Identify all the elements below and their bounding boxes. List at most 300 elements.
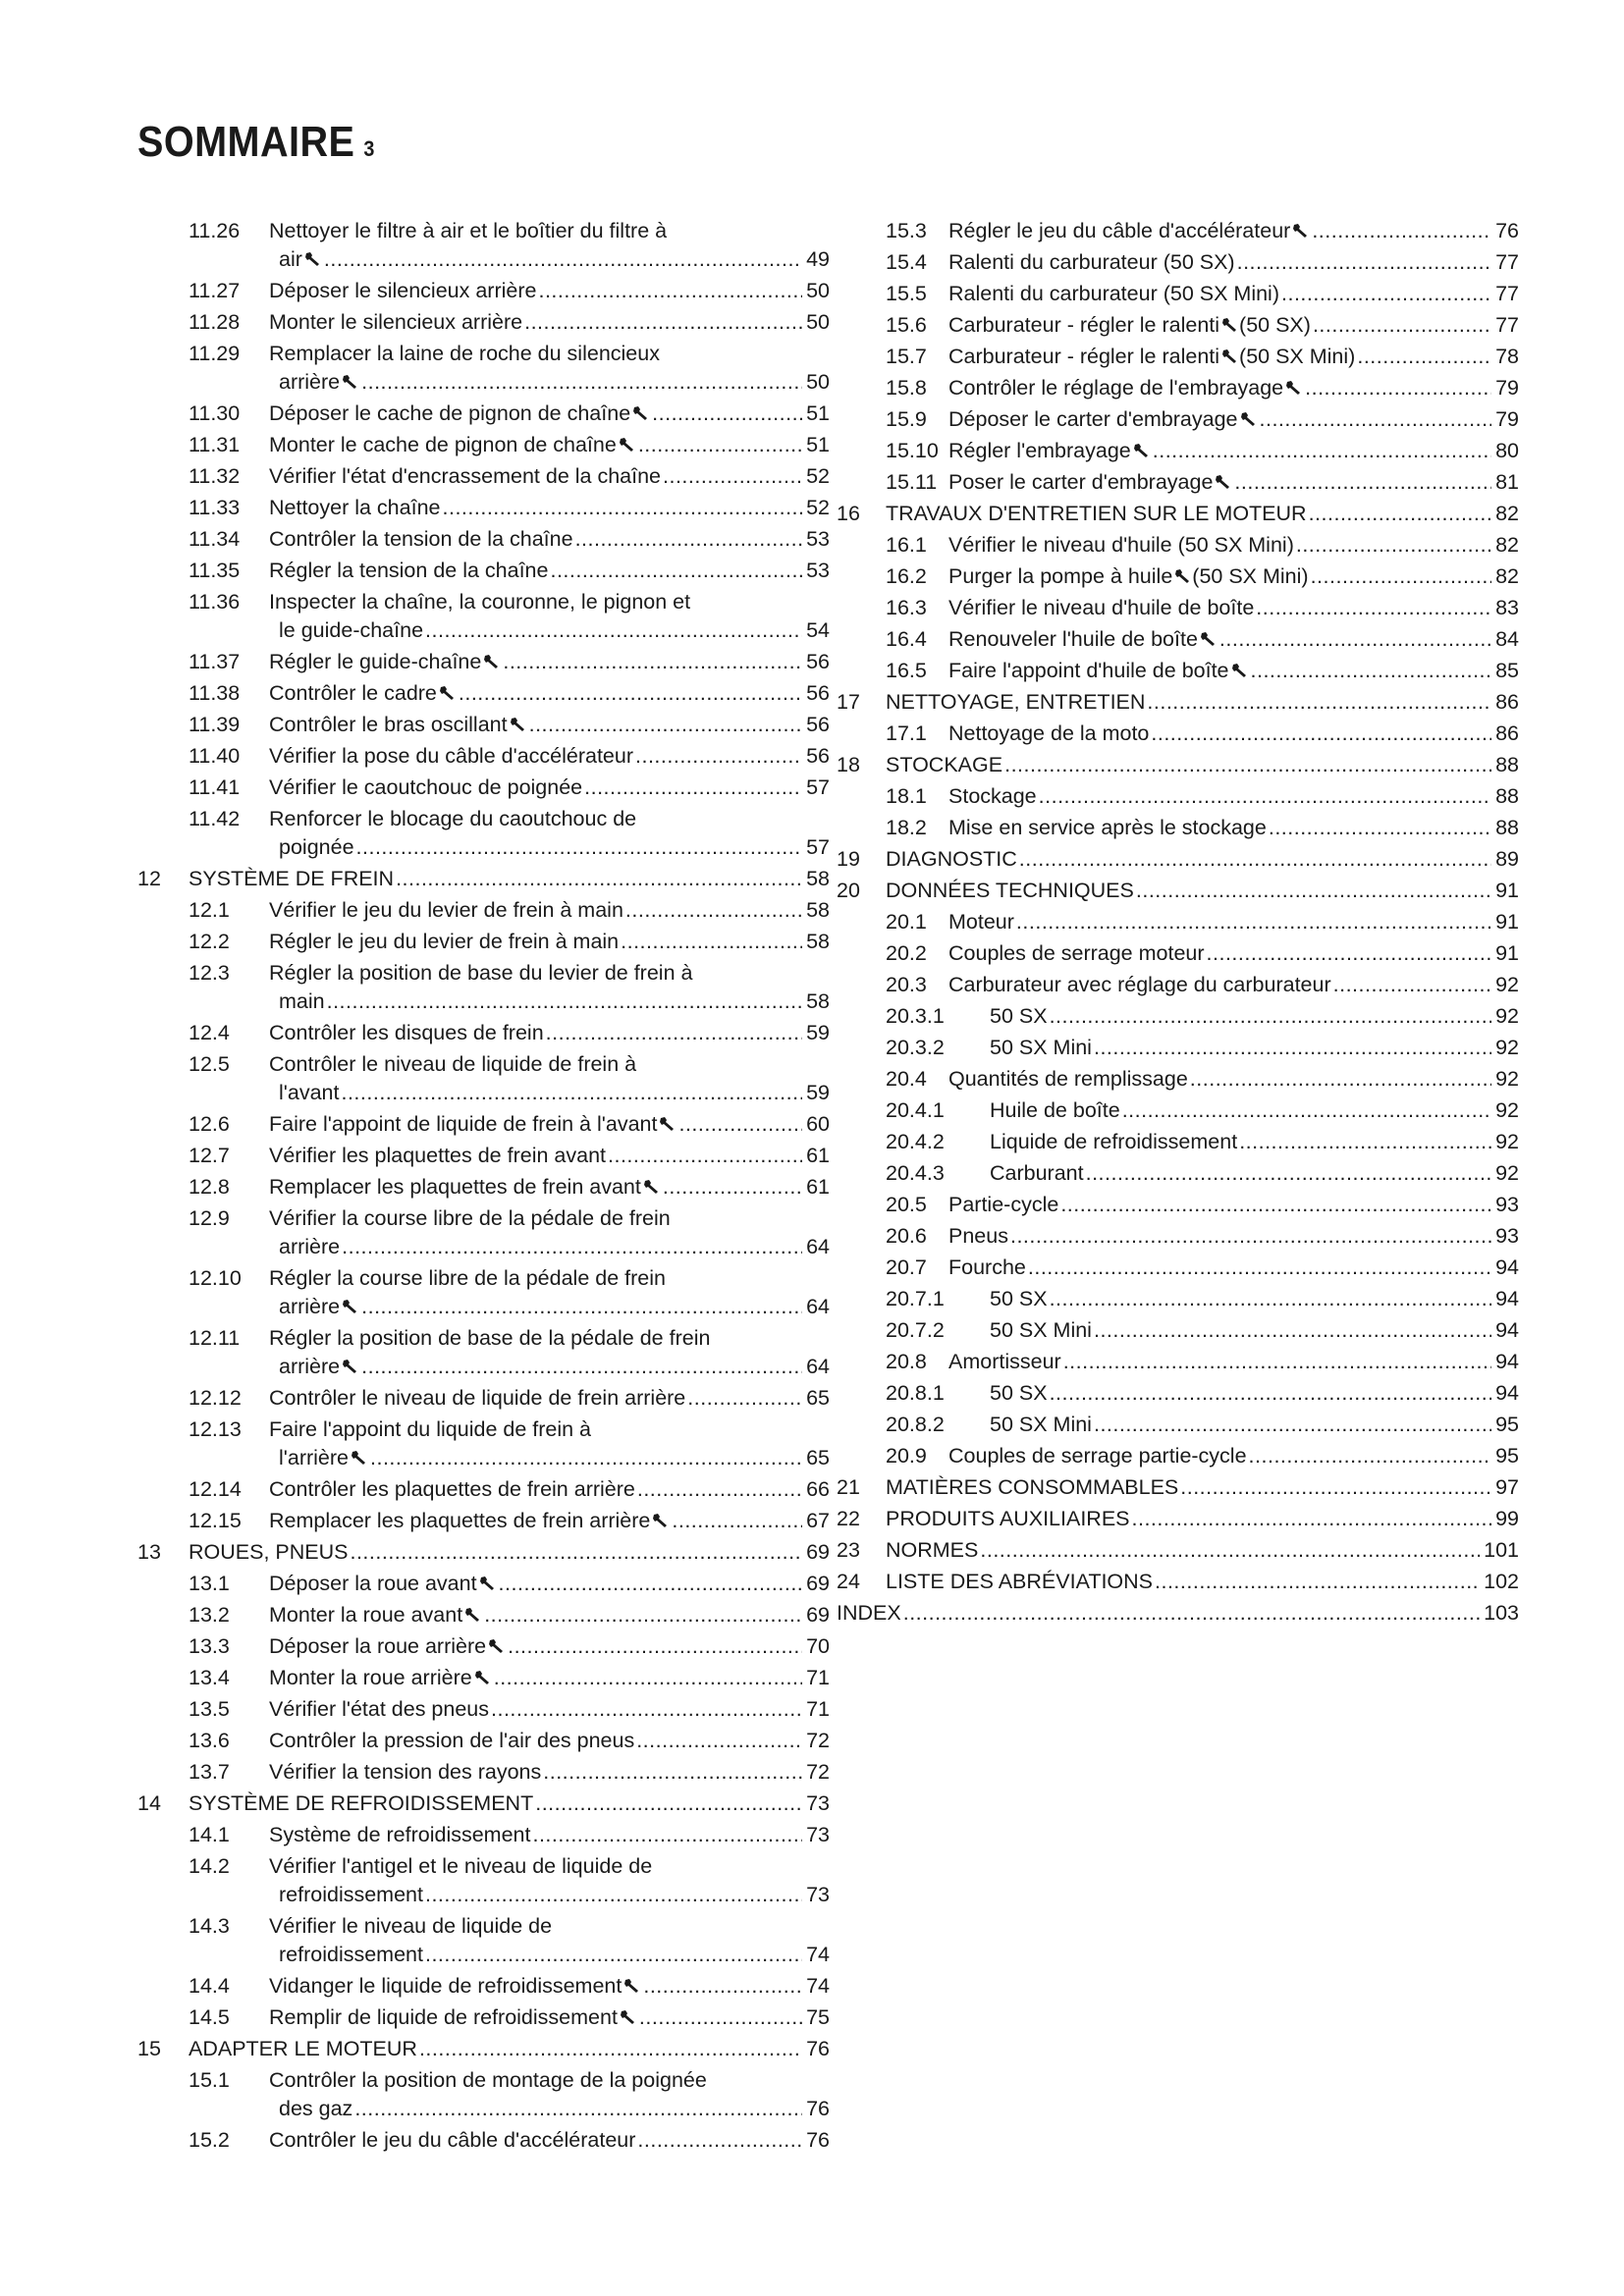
toc-entry-title: SYSTÈME DE REFROIDISSEMENT	[189, 1791, 534, 1815]
dot-leader	[1094, 1411, 1491, 1439]
toc-entry[interactable]	[137, 928, 830, 956]
toc-entry[interactable]	[137, 1912, 830, 1969]
toc-entry[interactable]	[137, 1664, 830, 1692]
toc-entry-page: 76	[806, 2037, 830, 2060]
toc-entry-number: 16.1	[886, 533, 927, 557]
dot-leader	[1311, 562, 1492, 591]
toc-entry-title: Contrôler le réglage de l'embrayage	[948, 376, 1284, 400]
toc-entry-page: 56	[806, 681, 830, 705]
toc-entry[interactable]	[837, 845, 1519, 874]
wrench-icon	[632, 405, 650, 421]
toc-entry-page: 73	[806, 1823, 830, 1846]
dot-leader	[361, 368, 802, 397]
toc-entry-number: 12.6	[189, 1112, 230, 1136]
toc-entry-page: 94	[1495, 1287, 1519, 1310]
toc-entry-number: 11.26	[189, 219, 241, 242]
toc-entry-number: 16.4	[886, 627, 927, 651]
dot-leader	[1050, 1285, 1492, 1313]
toc-entry[interactable]	[137, 1758, 830, 1787]
wrench-icon	[1221, 348, 1239, 364]
toc-entry[interactable]	[837, 1254, 1519, 1282]
toc-entry-number: 13	[137, 1540, 161, 1564]
toc-entry-number: 12.3	[189, 961, 230, 985]
toc-entry-page: 69	[806, 1572, 830, 1595]
toc-entry-title-line: Renforcer le blocage du caoutchouc de	[269, 807, 637, 830]
toc-entry[interactable]	[837, 1536, 1519, 1565]
toc-entry[interactable]	[137, 2003, 830, 2032]
toc-entry[interactable]	[137, 525, 830, 554]
toc-entry-title: Carburateur - régler le ralenti	[948, 313, 1220, 337]
toc-column-right	[837, 217, 1519, 1630]
toc-entry[interactable]	[837, 939, 1519, 968]
toc-entry-title: arrière	[279, 1235, 341, 1258]
dot-leader	[1086, 1159, 1491, 1188]
toc-entry[interactable]	[837, 1034, 1519, 1062]
toc-entry-page: 102	[1484, 1570, 1519, 1593]
toc-entry-number: 16	[837, 502, 860, 525]
toc-entry-number: 13.7	[189, 1760, 230, 1784]
toc-entry-title: Mise en service après le stockage	[948, 816, 1267, 839]
toc-entry-page: 79	[1495, 376, 1519, 400]
toc-entry-number: 11.42	[189, 807, 241, 830]
toc-entry-title: Vérifier la tension des rayons	[269, 1760, 542, 1784]
toc-entry-title: Contrôler les disques de frein	[269, 1021, 544, 1044]
dot-leader	[903, 1599, 1480, 1628]
dot-leader	[637, 1475, 802, 1504]
toc-entry-suffix: (50 SX)	[1239, 313, 1311, 337]
toc-entry-number: 15.8	[886, 376, 927, 400]
toc-entry-page: 94	[1495, 1318, 1519, 1342]
toc-entry-title: 50 SX	[990, 1287, 1048, 1310]
toc-entry-page: 58	[806, 930, 830, 953]
toc-entry-title: Contrôler le cadre	[269, 681, 437, 705]
toc-entry[interactable]	[137, 431, 830, 459]
toc-entry[interactable]	[137, 1142, 830, 1170]
dot-leader	[980, 1536, 1480, 1565]
toc-entry[interactable]	[837, 1411, 1519, 1439]
toc-entry-title: Ralenti du carburateur (50 SX)	[948, 250, 1235, 274]
toc-entry[interactable]	[837, 751, 1519, 779]
toc-entry-title: poignée	[279, 835, 354, 859]
toc-entry[interactable]	[837, 971, 1519, 999]
toc-entry-title: NETTOYAGE, ENTRETIEN	[886, 690, 1146, 714]
toc-entry[interactable]	[137, 557, 830, 585]
wrench-icon	[488, 1638, 506, 1654]
toc-entry-title: 50 SX	[990, 1381, 1048, 1405]
toc-entry-title: 50 SX Mini	[990, 1036, 1092, 1059]
toc-entry[interactable]	[137, 711, 830, 739]
toc-entry[interactable]	[137, 774, 830, 802]
toc-entry-title-line: Contrôler la position de montage de la poignée	[269, 2068, 707, 2092]
toc-entry-number: 12.5	[189, 1052, 230, 1076]
toc-entry-title: DIAGNOSTIC	[886, 847, 1017, 871]
wrench-icon	[1215, 474, 1232, 490]
toc-entry-number: 14.4	[189, 1974, 230, 1998]
toc-entry-title: Régler l'embrayage	[948, 439, 1131, 462]
toc-entry-title-line: Remplacer la laine de roche du silencieux	[269, 342, 660, 365]
toc-entry[interactable]	[837, 1473, 1519, 1502]
toc-entry[interactable]	[137, 400, 830, 428]
toc-entry-number: 13.2	[189, 1603, 230, 1627]
toc-entry-page: 52	[806, 464, 830, 488]
dot-leader	[543, 1758, 802, 1787]
toc-entry-page: 56	[806, 713, 830, 736]
toc-entry[interactable]	[837, 280, 1519, 308]
toc-entry-page: 50	[806, 370, 830, 394]
toc-entry-title: Carburateur avec réglage du carburateur	[948, 973, 1331, 996]
toc-entry[interactable]	[837, 1505, 1519, 1533]
toc-entry-title: Carburant	[990, 1161, 1084, 1185]
page-number: 3	[363, 136, 375, 161]
toc-entry-number: 12.1	[189, 898, 230, 922]
toc-entry-page: 81	[1495, 470, 1519, 494]
toc-entry-number: 21	[837, 1475, 860, 1499]
toc-entry-title: Faire l'appoint d'huile de boîte	[948, 659, 1229, 682]
toc-entry-page: 91	[1495, 941, 1519, 965]
toc-entry[interactable]	[137, 805, 830, 862]
toc-entry[interactable]	[137, 1019, 830, 1047]
dot-leader	[1309, 500, 1492, 528]
toc-entry[interactable]	[137, 679, 830, 708]
toc-entry-number: 14.2	[189, 1854, 230, 1878]
toc-entry-number: 16.3	[886, 596, 927, 619]
toc-entry-title-line: Régler la course libre de la pédale de frein	[269, 1266, 666, 1290]
toc-entry[interactable]	[137, 1570, 830, 1598]
dot-leader	[678, 1110, 802, 1139]
dot-leader	[535, 1789, 802, 1818]
dot-leader	[1094, 1034, 1491, 1062]
dot-leader	[524, 308, 802, 337]
toc-entry[interactable]	[837, 437, 1519, 465]
toc-entry-number: 20.7.1	[886, 1287, 945, 1310]
toc-entry-title: Remplir de liquide de refroidissement	[269, 2005, 618, 2029]
toc-entry-title-line: Inspecter la chaîne, la couronne, le pignon et	[269, 590, 691, 614]
toc-entry[interactable]	[137, 1324, 830, 1381]
toc-entry-number: 16.2	[886, 564, 927, 588]
toc-entry-page: 99	[1495, 1507, 1519, 1530]
wrench-icon	[623, 1978, 641, 1994]
dot-leader	[1207, 939, 1492, 968]
dot-leader	[1239, 1128, 1491, 1156]
toc-entry[interactable]	[837, 311, 1519, 340]
toc-entry[interactable]	[837, 1379, 1519, 1408]
toc-entry[interactable]	[137, 1789, 830, 1818]
dot-leader	[1260, 405, 1492, 434]
toc-entry[interactable]	[837, 1316, 1519, 1345]
toc-entry-title: des gaz	[279, 2097, 353, 2120]
toc-entry-page: 64	[806, 1235, 830, 1258]
toc-entry[interactable]	[837, 720, 1519, 748]
dot-leader	[1251, 657, 1492, 685]
toc-entry-number: 22	[837, 1507, 860, 1530]
toc-entry[interactable]	[837, 343, 1519, 371]
dot-leader	[1094, 1316, 1491, 1345]
toc-entry-page: 92	[1495, 1004, 1519, 1028]
dot-leader	[354, 2095, 802, 2123]
toc-entry[interactable]	[137, 494, 830, 522]
toc-entry-title-line: Régler la position de base du levier de frein à	[269, 961, 693, 985]
toc-entry-title-line: Faire l'appoint du liquide de frein à	[269, 1417, 592, 1441]
dot-leader	[663, 462, 802, 491]
toc-entry-page: 65	[806, 1386, 830, 1410]
toc-entry-title-line: Régler la position de base de la pédale de frein	[269, 1326, 711, 1350]
toc-entry[interactable]	[137, 742, 830, 771]
toc-entry[interactable]	[137, 1601, 830, 1629]
toc-entry-title: Nettoyer la chaîne	[269, 496, 441, 519]
toc-entry[interactable]	[137, 1415, 830, 1472]
toc-entry-title: Déposer la roue arrière	[269, 1634, 487, 1658]
toc-entry[interactable]	[837, 531, 1519, 560]
toc-entry-title: Faire l'appoint de liquide de frein à l'avant	[269, 1112, 658, 1136]
toc-entry-number: 12.11	[189, 1326, 241, 1350]
dot-leader	[1060, 1191, 1491, 1219]
toc-entry[interactable]	[137, 1173, 830, 1201]
toc-entry[interactable]	[137, 588, 830, 645]
toc-entry-title: Renouveler l'huile de boîte	[948, 627, 1198, 651]
toc-entry-title: ROUES, PNEUS	[189, 1540, 349, 1564]
wrench-icon	[439, 685, 457, 701]
dot-leader	[636, 1727, 802, 1755]
toc-entry[interactable]	[837, 1191, 1519, 1219]
toc-entry[interactable]	[837, 594, 1519, 622]
toc-entry-title: Régler le guide-chaîne	[269, 650, 482, 673]
toc-entry-title: Contrôler le jeu du câble d'accélérateur	[269, 2128, 636, 2152]
toc-entry[interactable]	[137, 1050, 830, 1107]
toc-entry-title: Contrôler la pression de l'air des pneus	[269, 1729, 635, 1752]
toc-entry[interactable]	[837, 500, 1519, 528]
dot-leader	[1190, 1065, 1491, 1094]
wrench-icon	[483, 654, 501, 669]
wrench-icon	[1221, 317, 1239, 333]
toc-entry-page: 67	[806, 1509, 830, 1532]
toc-entry-page: 57	[806, 775, 830, 799]
toc-entry-title-line: Nettoyer le filtre à air et le boîtier du filtre à	[269, 219, 668, 242]
dot-leader	[625, 896, 802, 925]
dot-leader	[1132, 1505, 1492, 1533]
toc-entry-page: 69	[806, 1603, 830, 1627]
toc-entry[interactable]	[837, 248, 1519, 277]
toc-entry-title: INDEX	[837, 1601, 901, 1625]
wrench-icon	[342, 1359, 359, 1374]
toc-entry-number: 18	[837, 753, 860, 776]
toc-entry-title: Déposer la roue avant	[269, 1572, 477, 1595]
toc-entry-number: 12.15	[189, 1509, 242, 1532]
toc-entry[interactable]	[837, 1568, 1519, 1596]
toc-entry-title: air	[279, 247, 302, 271]
toc-entry-page: 77	[1495, 313, 1519, 337]
toc-entry[interactable]	[837, 1128, 1519, 1156]
dot-leader	[687, 1384, 802, 1413]
toc-entry-page: 92	[1495, 1130, 1519, 1153]
dot-leader	[341, 1079, 802, 1107]
toc-entry-title: l'arrière	[279, 1446, 350, 1469]
toc-entry[interactable]	[137, 959, 830, 1016]
toc-entry[interactable]	[137, 1507, 830, 1535]
toc-entry-page: 73	[806, 1883, 830, 1906]
toc-entry-page: 70	[806, 1634, 830, 1658]
toc-entry[interactable]	[837, 877, 1519, 905]
toc-entry[interactable]	[837, 1222, 1519, 1251]
toc-entry-number: 11.37	[189, 650, 241, 673]
toc-entry[interactable]	[137, 1204, 830, 1261]
toc-entry[interactable]	[137, 1110, 830, 1139]
toc-entry-number: 18.2	[886, 816, 927, 839]
toc-entry[interactable]	[137, 1695, 830, 1724]
toc-entry[interactable]	[137, 217, 830, 274]
toc-entry[interactable]	[137, 1264, 830, 1321]
toc-entry-title: TRAVAUX D'ENTRETIEN SUR LE MOTEUR	[886, 502, 1307, 525]
toc-entry-title: arrière	[279, 1355, 341, 1378]
toc-entry[interactable]	[837, 405, 1519, 434]
toc-entry-number: 17	[837, 690, 860, 714]
toc-entry-title: Système de refroidissement	[269, 1823, 531, 1846]
toc-entry-page: 58	[806, 898, 830, 922]
toc-entry-page: 69	[806, 1540, 830, 1564]
toc-entry[interactable]	[137, 340, 830, 397]
toc-entry[interactable]	[137, 1632, 830, 1661]
toc-entry-number: 11.41	[189, 775, 241, 799]
toc-entry[interactable]	[837, 908, 1519, 936]
toc-entry-title: Contrôler les plaquettes de frein arrière	[269, 1477, 635, 1501]
toc-entry-title: Amortisseur	[948, 1350, 1061, 1373]
toc-entry[interactable]	[137, 648, 830, 676]
toc-entry[interactable]	[837, 782, 1519, 811]
toc-entry-page: 93	[1495, 1193, 1519, 1216]
toc-entry-title: Monter le cache de pignon de chaîne	[269, 433, 617, 456]
toc-entry[interactable]	[837, 814, 1519, 842]
toc-entry[interactable]	[837, 625, 1519, 654]
toc-entry-title: 50 SX	[990, 1004, 1048, 1028]
toc-entry-number: 20.4	[886, 1067, 927, 1091]
toc-entry[interactable]	[837, 562, 1519, 591]
toc-entry-page: 64	[806, 1355, 830, 1378]
toc-entry[interactable]	[137, 865, 830, 893]
toc-entry-page: 66	[806, 1477, 830, 1501]
toc-entry[interactable]	[137, 1384, 830, 1413]
dot-leader	[1050, 1002, 1492, 1031]
toc-entry[interactable]	[137, 1475, 830, 1504]
toc-entry-title: Huile de boîte	[990, 1098, 1120, 1122]
toc-entry-title: Couples de serrage moteur	[948, 941, 1205, 965]
dot-leader	[672, 1507, 802, 1535]
toc-entry-title: Déposer le cache de pignon de chaîne	[269, 401, 631, 425]
toc-entry[interactable]	[137, 1852, 830, 1909]
wrench-icon	[342, 1299, 359, 1314]
toc-entry-title: Fourche	[948, 1255, 1026, 1279]
toc-entry[interactable]	[137, 896, 830, 925]
toc-entry[interactable]	[837, 1159, 1519, 1188]
toc-entry[interactable]	[837, 468, 1519, 497]
wrench-icon	[479, 1575, 497, 1591]
toc-entry[interactable]	[137, 277, 830, 305]
toc-entry-page: 92	[1495, 973, 1519, 996]
toc-entry-page: 51	[806, 433, 830, 456]
dot-leader	[342, 1233, 802, 1261]
dot-leader	[1333, 971, 1491, 999]
wrench-icon	[474, 1670, 492, 1685]
toc-entry-title: Vérifier le niveau d'huile de boîte	[948, 596, 1255, 619]
dot-leader	[1153, 437, 1491, 465]
toc-entry[interactable]	[137, 1538, 830, 1567]
toc-entry-title: DONNÉES TECHNIQUES	[886, 879, 1134, 902]
toc-entry[interactable]	[137, 2066, 830, 2123]
toc-entry[interactable]	[137, 308, 830, 337]
toc-entry-page: 103	[1484, 1601, 1519, 1625]
toc-entry-number: 12	[137, 867, 161, 890]
toc-entry-number: 20.7	[886, 1255, 927, 1279]
toc-entry[interactable]	[837, 657, 1519, 685]
toc-entry-number: 14.3	[189, 1914, 230, 1938]
dot-leader	[1296, 531, 1491, 560]
toc-entry[interactable]	[837, 1065, 1519, 1094]
toc-entry[interactable]	[137, 2126, 830, 2155]
toc-entry-number: 15.1	[189, 2068, 230, 2092]
toc-entry-number: 12.14	[189, 1477, 242, 1501]
dot-leader	[370, 1444, 802, 1472]
toc-entry-page: 71	[806, 1697, 830, 1721]
toc-entry-page: 72	[806, 1760, 830, 1784]
toc-entry-number: 13.4	[189, 1666, 230, 1689]
toc-entry-title: Monter le silencieux arrière	[269, 310, 523, 334]
toc-entry-title: arrière	[279, 1295, 341, 1318]
toc-entry[interactable]	[837, 1285, 1519, 1313]
toc-entry-number: 13.6	[189, 1729, 230, 1752]
dot-leader	[443, 494, 803, 522]
toc-entry-title: Vérifier les plaquettes de frein avant	[269, 1144, 607, 1167]
toc-entry-title: Purger la pompe à huile	[948, 564, 1173, 588]
toc-entry-number: 12.8	[189, 1175, 230, 1199]
toc-entry-page: 64	[806, 1295, 830, 1318]
toc-entry[interactable]	[837, 217, 1519, 245]
toc-entry[interactable]	[137, 1972, 830, 2001]
toc-entry-number: 15.9	[886, 407, 927, 431]
toc-entry[interactable]	[837, 1348, 1519, 1376]
toc-entry-number: 13.5	[189, 1697, 230, 1721]
toc-entry-page: 56	[806, 744, 830, 768]
toc-entry[interactable]	[837, 1096, 1519, 1125]
dot-leader	[499, 1570, 803, 1598]
toc-entry-number: 17.1	[886, 721, 927, 745]
wrench-icon	[652, 1513, 670, 1528]
dot-leader	[459, 679, 802, 708]
toc-entry[interactable]	[137, 1727, 830, 1755]
toc-entry-number: 15.3	[886, 219, 927, 242]
toc-entry[interactable]	[137, 2035, 830, 2063]
dot-leader	[1305, 374, 1491, 402]
toc-entry-title: Pneus	[948, 1224, 1008, 1248]
toc-entry[interactable]	[837, 688, 1519, 717]
toc-entry[interactable]	[837, 1599, 1519, 1628]
dot-leader	[1256, 594, 1491, 622]
toc-entry-page: 78	[1495, 345, 1519, 368]
dot-leader	[635, 742, 802, 771]
toc-entry[interactable]	[837, 1442, 1519, 1470]
toc-entry-title: NORMES	[886, 1538, 979, 1562]
toc-entry-number: 20.8.1	[886, 1381, 945, 1405]
toc-entry-page: 49	[806, 247, 830, 271]
toc-entry[interactable]	[837, 1002, 1519, 1031]
toc-entry-page: 94	[1495, 1381, 1519, 1405]
toc-entry[interactable]	[137, 462, 830, 491]
dot-leader	[1219, 625, 1491, 654]
toc-entry[interactable]	[837, 374, 1519, 402]
toc-entry-page: 61	[806, 1144, 830, 1167]
toc-entry-number: 11.40	[189, 744, 241, 768]
toc-entry-number: 20.8	[886, 1350, 927, 1373]
toc-entry[interactable]	[137, 1821, 830, 1849]
toc-entry-page: 76	[1495, 219, 1519, 242]
toc-entry-number: 24	[837, 1570, 860, 1593]
